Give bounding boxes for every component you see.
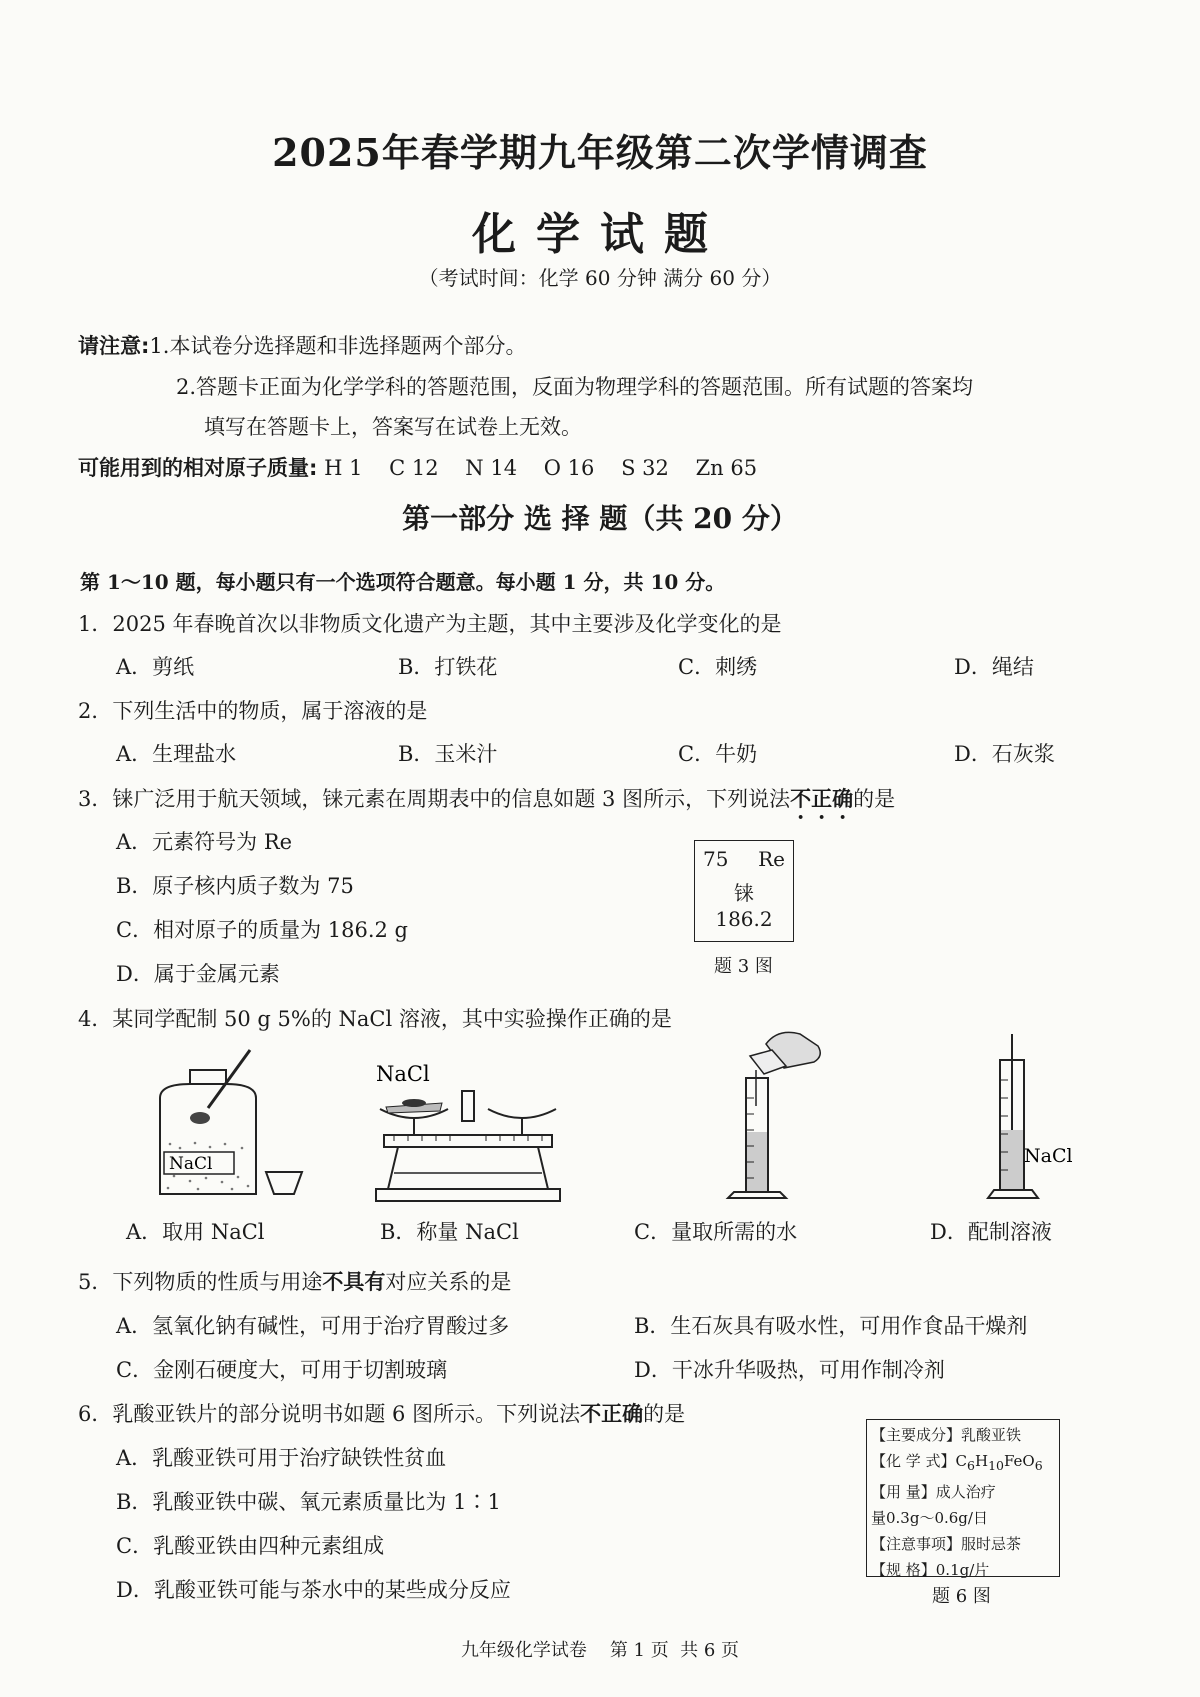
reagent-jar-illustration — [150, 1048, 310, 1208]
q3-stem-pre: 3．铼广泛用于航天领域，铼元素在周期表中的信息如题 3 图所示，下列说法 — [78, 787, 791, 811]
q4-stem: 4．某同学配制 50 g 5%的 NaCl 溶液，其中实验操作正确的是 — [78, 1007, 672, 1031]
exam-title: 2025年春学期九年级第二次学情调查 — [272, 130, 928, 175]
label-line-1: 【主要成分】乳酸亚铁 — [871, 1426, 1022, 1444]
cylinder-dissolving-illustration — [986, 1030, 1096, 1210]
atomic-mass-values: H 1 C 12 N 14 O 16 S 32 Zn 65 — [324, 456, 758, 480]
q5-option-c: C．金刚石硬度大，可用于切割玻璃 — [116, 1358, 448, 1382]
q4-option-b: B．称量 NaCl — [380, 1220, 519, 1244]
atomic-number: 75 — [703, 847, 729, 871]
q5-option-b: B．生石灰具有吸水性，可用作食品干燥剂 — [634, 1314, 1028, 1338]
notice-item-2-cont: 填写在答题卡上，答案写在试卷上无效。 — [204, 415, 582, 439]
q3-option-a: A．元素符号为 Re — [116, 830, 293, 854]
section-1-instructions: 第 1～10 题，每小题只有一个选项符合题意。每小题 1 分，共 10 分。 — [80, 570, 726, 594]
q6-stem — [78, 1398, 685, 1428]
atomic-mass-line — [78, 452, 757, 482]
element-symbol: Re — [758, 847, 785, 871]
q6-option-c: C．乳酸亚铁由四种元素组成 — [116, 1534, 385, 1558]
q6-option-b: B．乳酸亚铁中碳、氧元素质量比为 1∶1 — [116, 1490, 501, 1514]
q3-option-b: B．原子核内质子数为 75 — [116, 874, 354, 898]
medicine-label-box — [866, 1419, 1060, 1577]
q4-option-d: D．配制溶液 — [930, 1220, 1052, 1244]
atomic-mass: 186.2 — [715, 907, 773, 931]
notice-line-1 — [78, 330, 526, 360]
notice-item-1: 1.本试卷分选择题和非选择题两个部分。 — [149, 334, 527, 358]
q5-stem-post: 对应关系的是 — [385, 1270, 512, 1294]
notice-item-2: 2.答题卡正面为化学学科的答题范围，反面为物理学科的答题范围。所有试题的答案均 — [176, 375, 974, 399]
q6-stem-pre: 6．乳酸亚铁片的部分说明书如题 6 图所示。下列说法 — [78, 1402, 581, 1426]
q4-option-a: A．取用 NaCl — [126, 1220, 265, 1244]
notice-label: 请注意: — [78, 334, 150, 358]
q3-stem — [78, 783, 895, 824]
atomic-mass-label: 可能用到的相对原子质量: — [78, 456, 318, 480]
label-line-2: 【化 学 式】$C_6H_{10}FeO_6$ — [871, 1452, 1043, 1473]
q4-option-c: C．量取所需的水 — [634, 1220, 798, 1244]
balance-label: NaCl — [376, 1062, 430, 1086]
q3-option-c: C．相对原子的质量为 186.2 g — [116, 918, 408, 942]
q5-option-a: A．氢氧化钠有碱性，可用于治疗胃酸过多 — [116, 1314, 510, 1338]
jar-label: NaCl — [169, 1154, 213, 1174]
q6-option-a: A．乳酸亚铁可用于治疗缺铁性贫血 — [116, 1446, 447, 1470]
figure-6-caption: 题 6 图 — [932, 1586, 991, 1607]
subject-title: 化学试题 — [472, 209, 728, 260]
q2-option-c: C．牛奶 — [678, 742, 758, 766]
exam-info: （考试时间：化学 60 分钟 满分 60 分） — [418, 266, 782, 290]
element-name: 铼 — [734, 881, 754, 905]
figure-3-caption: 题 3 图 — [714, 956, 773, 977]
q1-option-b: B．打铁花 — [398, 655, 498, 679]
q3-stem-emphasis: 不正确 — [790, 786, 854, 811]
element-cell-rhenium — [694, 840, 794, 942]
label-line-4: 量0.3g～0.6g/日 — [871, 1509, 988, 1527]
q5-stem-pre: 5．下列物质的性质与用途 — [78, 1270, 323, 1294]
cylinder-label: NaCl — [1024, 1145, 1073, 1167]
q5-stem — [78, 1266, 511, 1296]
label-line-5: 【注意事项】服时忌茶 — [871, 1535, 1022, 1553]
q2-option-b: B．玉米汁 — [398, 742, 498, 766]
label-line-3: 【用 量】成人治疗 — [871, 1483, 996, 1501]
q6-stem-emphasis: 不正确 — [580, 1402, 644, 1426]
balance-scale-illustration — [364, 1055, 574, 1215]
q5-stem-emphasis: 不具有 — [322, 1270, 386, 1294]
section-1-title: 第一部分 选 择 题（共 20 分） — [402, 502, 798, 535]
graduated-cylinder-pouring-illustration — [720, 1022, 830, 1212]
q1-option-a: A．剪纸 — [116, 655, 195, 679]
q6-option-d: D．乳酸亚铁可能与茶水中的某些成分反应 — [116, 1578, 511, 1602]
label-line-6: 【规 格】0.1g/片 — [871, 1561, 990, 1579]
page-footer: 九年级化学试卷 第 1 页 共 6 页 — [460, 1640, 740, 1661]
q3-option-d: D．属于金属元素 — [116, 962, 280, 986]
q2-stem: 2．下列生活中的物质，属于溶液的是 — [78, 699, 428, 723]
q6-stem-post: 的是 — [643, 1402, 686, 1426]
q1-stem: 1．2025 年春晚首次以非物质文化遗产为主题，其中主要涉及化学变化的是 — [78, 612, 782, 636]
q2-option-a: A．生理盐水 — [116, 742, 237, 766]
q5-option-d: D．干冰升华吸热，可用作制冷剂 — [634, 1358, 945, 1382]
q1-option-d: D．绳结 — [954, 655, 1034, 679]
q1-option-c: C．刺绣 — [678, 655, 758, 679]
q2-option-d: D．石灰浆 — [954, 742, 1055, 766]
q3-stem-post: 的是 — [853, 787, 896, 811]
